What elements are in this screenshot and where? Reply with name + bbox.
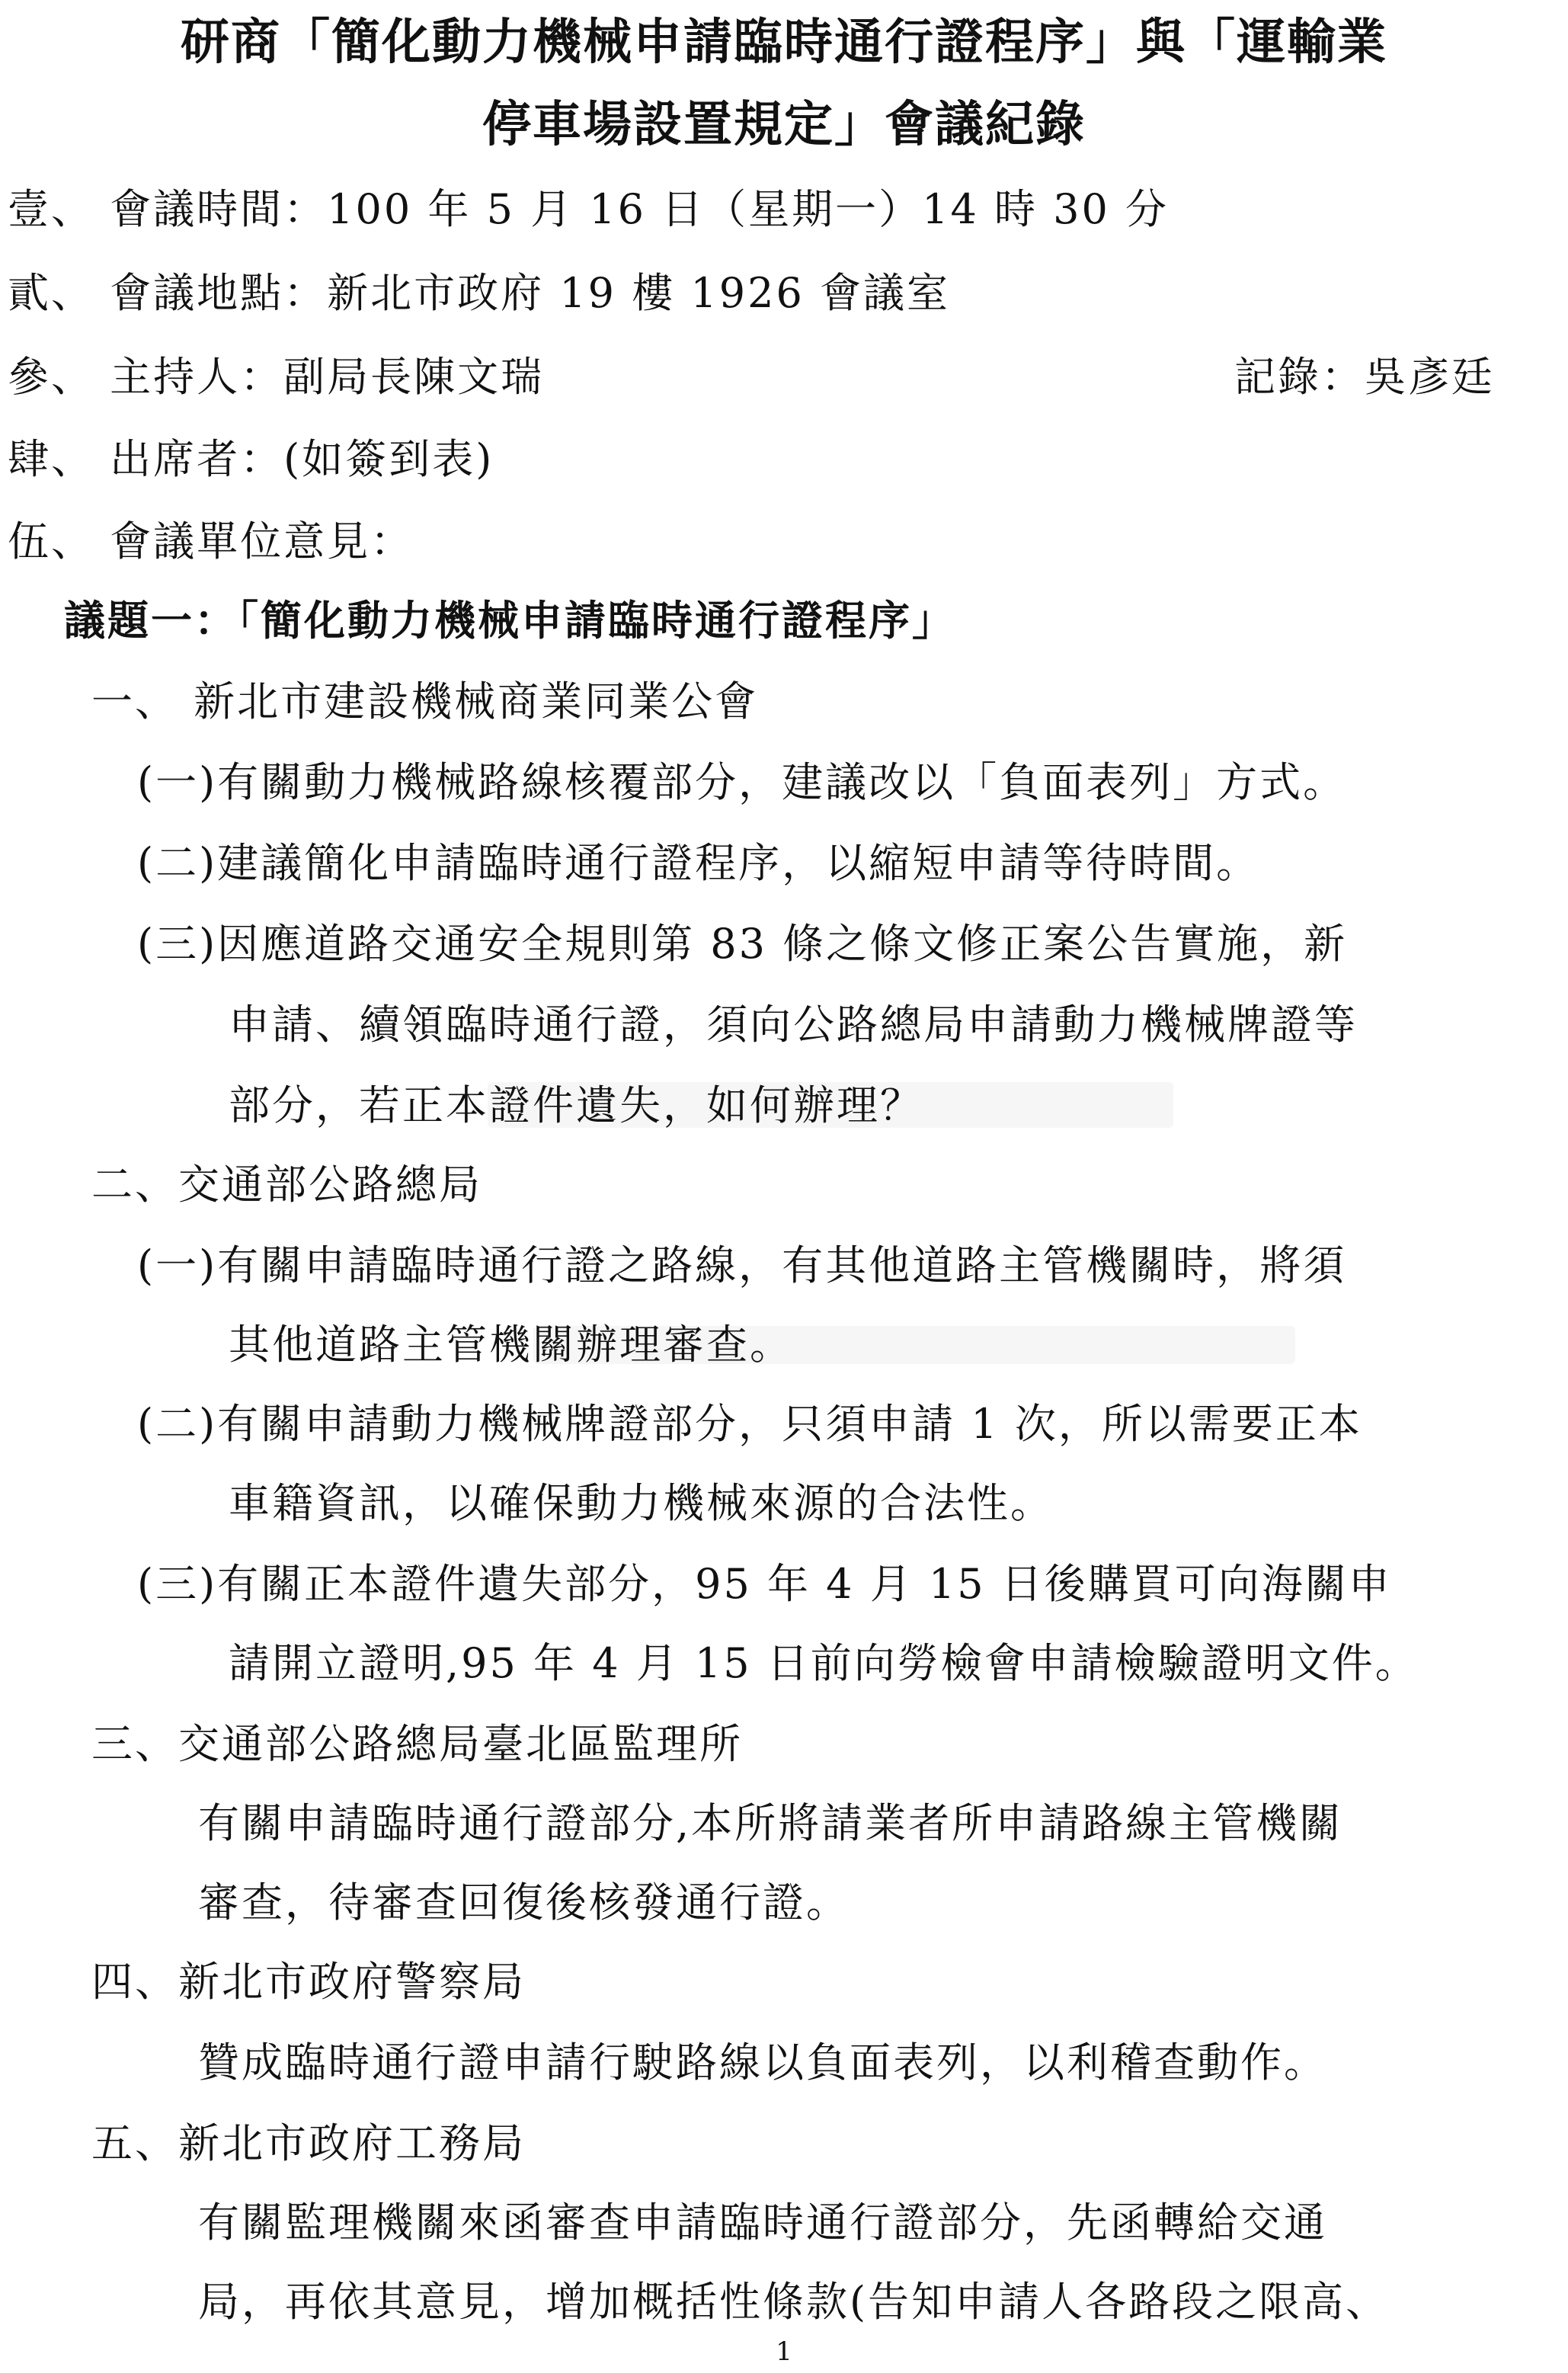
sec2-item1-line2: 其他道路主管機關辦理審查。 xyxy=(229,1321,793,1369)
document-title-line1: 研商「簡化動力機械申請臨時通行證程序」與「運輸業 xyxy=(181,14,1387,71)
meeting-attendees: 肆、 出席者：(如簽到表) xyxy=(8,435,494,483)
sec1-item3-line3: 部分，若正本證件遺失，如何辦理？ xyxy=(229,1081,923,1129)
sec3-body-line2: 審查，待審查回復後核發通行證。 xyxy=(198,1878,850,1926)
page-number: 1 xyxy=(776,2336,792,2367)
sec1-heading: 一、 新北市建設機械商業同業公會 xyxy=(91,677,759,725)
sec1-item2: (二)建議簡化申請臨時通行證程序，以縮短申請等待時間。 xyxy=(137,839,1260,887)
sec2-item2-line1: (二)有關申請動力機械牌證部分，只須申請 1 次，所以需要正本 xyxy=(137,1400,1362,1448)
sec3-heading: 三、交通部公路總局臺北區監理所 xyxy=(91,1720,743,1768)
topic1-heading: 議題一：「簡化動力機械申請臨時通行證程序」 xyxy=(64,596,955,645)
sec1-item3-line1: (三)因應道路交通安全規則第 83 條之條文修正案公告實施，新 xyxy=(137,920,1348,968)
sec2-heading: 二、交通部公路總局 xyxy=(91,1161,482,1209)
opinions-heading: 伍、 會議單位意見： xyxy=(8,517,414,565)
sec1-item3-line2: 申請、續領臨時通行證，須向公路總局申請動力機械牌證等 xyxy=(229,1001,1358,1049)
sec2-item3-line1: (三)有關正本證件遺失部分，95 年 4 月 15 日後購買可向海關申 xyxy=(137,1560,1392,1608)
meeting-host: 參、 主持人：副局長陳文瑞 xyxy=(8,353,545,401)
sec4-heading: 四、新北市政府警察局 xyxy=(91,1958,526,2006)
meeting-recorder: 記錄：吳彥廷 xyxy=(1234,353,1495,401)
sec2-item2-line2: 車籍資訊，以確保動力機械來源的合法性。 xyxy=(229,1479,1054,1527)
sec4-body-line1: 贊成臨時通行證申請行駛路線以負面表列，以利稽查動作。 xyxy=(198,2038,1327,2086)
meeting-time: 壹、 會議時間：100 年 5 月 16 日（星期一）14 時 30 分 xyxy=(8,185,1170,233)
sec5-body-line1: 有關監理機關來函審查申請臨時通行證部分，先函轉給交通 xyxy=(198,2198,1327,2247)
document-title-line2: 停車場設置規定」會議紀錄 xyxy=(482,96,1086,153)
sec1-item1: (一)有關動力機械路線核覆部分，建議改以「負面表列」方式。 xyxy=(137,758,1347,806)
meeting-place: 貳、 會議地點：新北市政府 19 樓 1926 會議室 xyxy=(8,269,950,317)
sec2-item1-line1: (一)有關申請臨時通行證之路線，有其他道路主管機關時，將須 xyxy=(137,1241,1347,1289)
sec5-heading: 五、新北市政府工務局 xyxy=(91,2119,526,2167)
sec2-item3-line2: 請開立證明,95 年 4 月 15 日前向勞檢會申請檢驗證明文件。 xyxy=(229,1639,1419,1687)
sec3-body-line1: 有關申請臨時通行證部分,本所將請業者所申請路線主管機關 xyxy=(198,1799,1343,1847)
sec5-body-line2: 局，再依其意見，增加概括性條款(告知申請人各路段之限高、 xyxy=(198,2278,1390,2326)
